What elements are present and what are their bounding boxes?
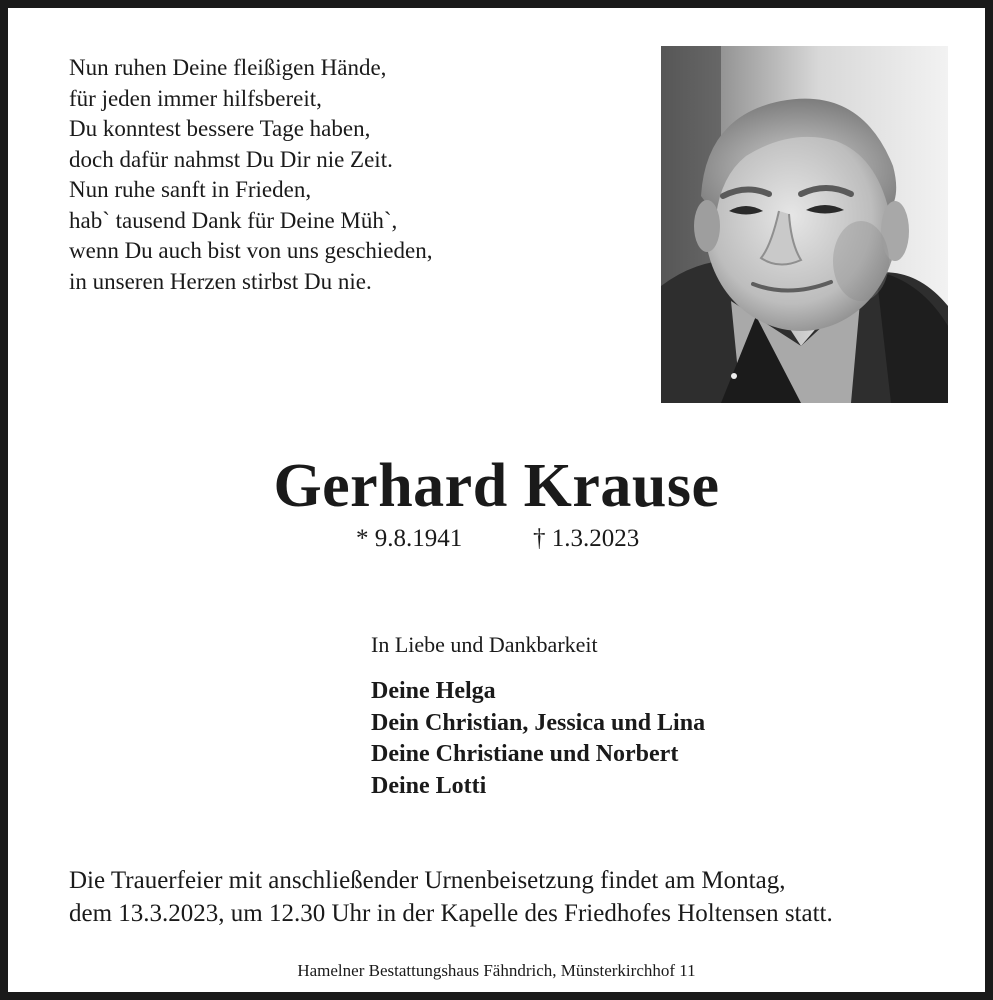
poem-line: Nun ruhen Deine fleißigen Hände, xyxy=(69,55,387,80)
mourners-intro: In Liebe und Dankbarkeit xyxy=(371,632,598,657)
portrait-illustration xyxy=(661,46,948,403)
ceremony-details xyxy=(69,864,833,930)
poem-line: für jeden immer hilfsbereit, xyxy=(69,85,322,111)
death-date: † 1.3.2023 xyxy=(533,525,640,552)
ceremony-line: dem 13.3.2023, um 12.30 Uhr in der Kapelle des Friedhofes Holtensen statt. xyxy=(69,900,833,927)
poem-line: in unseren Herzen stirbst Du nie. xyxy=(69,268,372,294)
mourner-name: Deine Christiane und Norbert xyxy=(371,741,679,767)
mourner-name: Dein Christian, Jessica und Lina xyxy=(371,709,706,736)
portrait-photo xyxy=(661,46,948,403)
mourner-name: Deine Lotti xyxy=(371,772,487,799)
poem-line: hab` tausend Dank für Deine Müh`, xyxy=(69,207,398,233)
poem-line: Du konntest bessere Tage haben, xyxy=(69,116,371,141)
poem-line: wenn Du auch bist von uns geschieden, xyxy=(69,238,433,263)
poem-line: doch dafür nahmst Du Dir nie Zeit. xyxy=(69,146,393,172)
poem-line: Nun ruhe sanft in Frieden, xyxy=(69,177,312,202)
funeral-home: Hamelner Bestattungshaus Fähndrich, Münsterkirchhof 11 xyxy=(297,961,696,980)
deceased-name: Gerhard Krause xyxy=(273,452,720,520)
mourner-name: Deine Helga xyxy=(371,678,496,704)
mourners-list xyxy=(371,676,705,802)
ceremony-line: Die Trauerfeier mit anschließender Urnenbeisetzung findet am Montag, xyxy=(69,867,786,894)
memorial-poem xyxy=(69,53,539,297)
birth-date: * 9.8.1941 xyxy=(356,525,463,552)
